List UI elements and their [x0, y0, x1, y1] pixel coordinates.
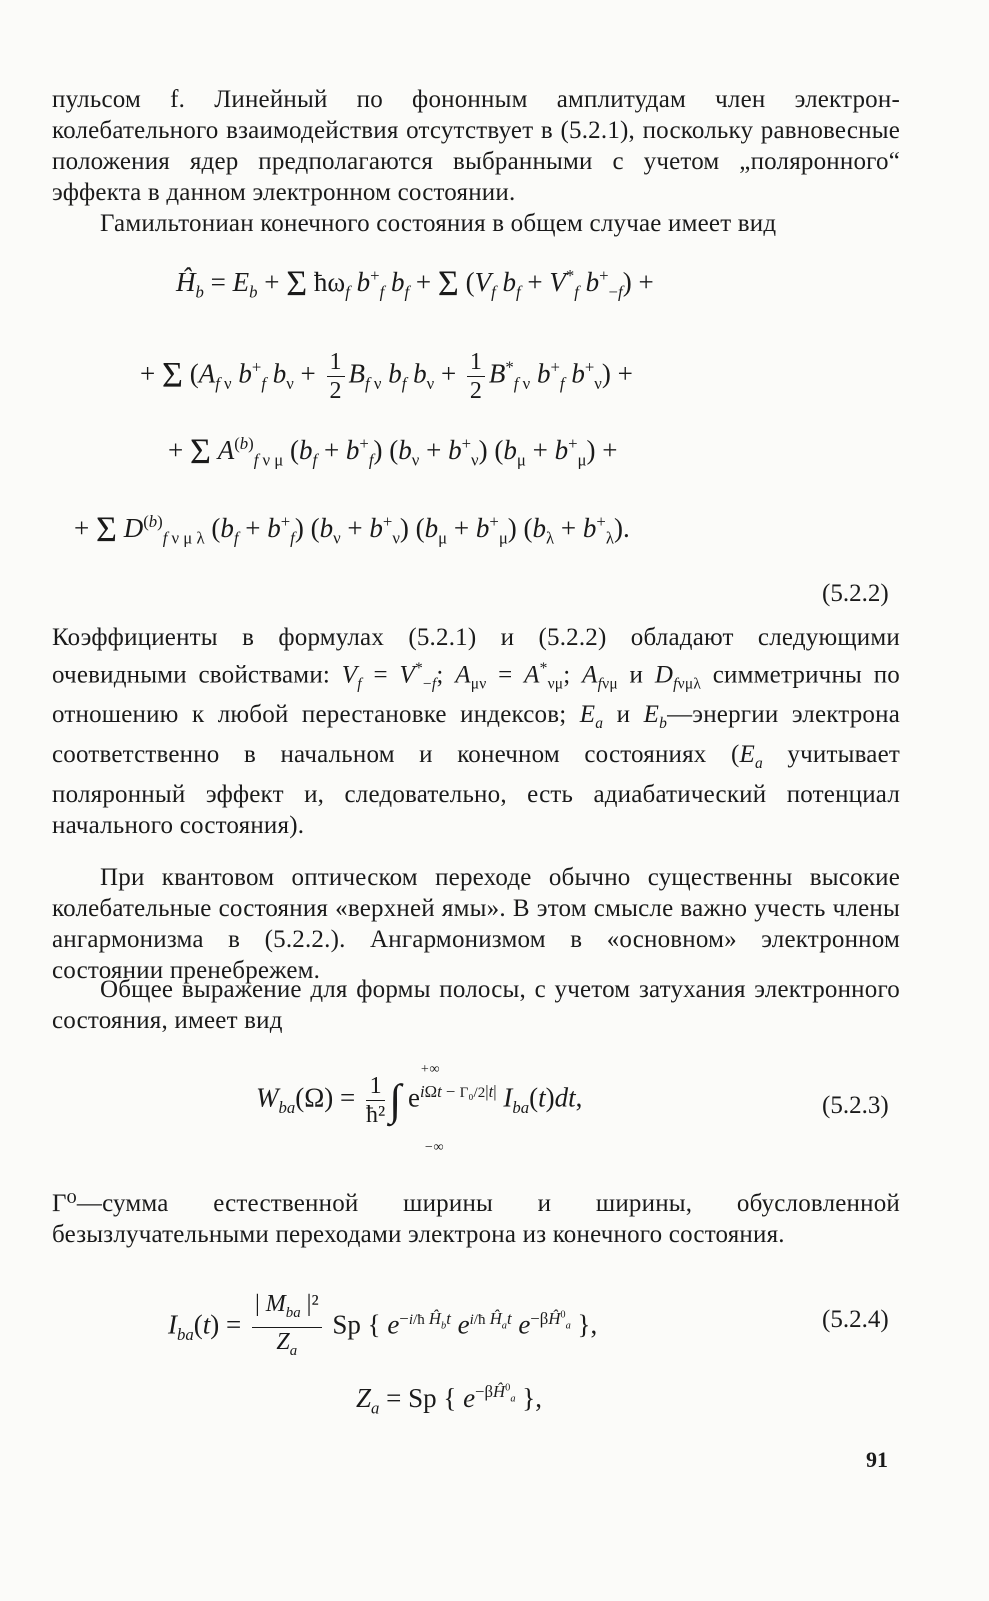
- paragraph-1: пульсом f. Линейный по фононным амплитудам член электрон-колебательного взаимодействия отсутствует в (5.2.1), поскольку равновесные положения ядер предполагаются выбранными с учетом „поляронного“ эффекта в данном электронном состоянии.: [52, 86, 900, 206]
- page-number: 91: [866, 1447, 888, 1472]
- paragraph-6: Γ⁰—сумма естественной ширины и ширины, обусловленной безызлучательными переходами электрона из конечного состояния.: [52, 1190, 900, 1248]
- equation-number-5-2-2: (5.2.2): [822, 580, 889, 607]
- equation-5-2-2-line-4: + Σ $D^{(b)}_{f \nu \mu \lambda}$ $(b_f + b^+_f) (b_\nu + b^+_\nu) (b_\mu + b^+_\mu) (b_\lambda + b^+_\lambda)$.: [74, 509, 630, 549]
- equation-number-5-2-4: (5.2.4): [822, 1306, 889, 1333]
- equation-5-2-2-line-3: + Σ $A^{(b)}_{f \nu \mu}$ $(b_f + b^+_f) (b_\nu + b^+_\nu) (b_\mu + b^+_\mu)$ +: [168, 431, 618, 471]
- paragraph-4: При квантовом оптическом переходе обычно существенны высокие колебательные состояния «верхней ямы». В этом смысле важно учесть члены ангармонизма в (5.2.2.). Ангармонизмом в «основном» электронном состоянии пренебрежем.: [52, 864, 900, 984]
- paragraph-5: Общее выражение для формы полосы, с учетом затухания электронного состояния, имеет вид: [52, 976, 900, 1034]
- integral-upper-limit: +∞: [420, 1062, 440, 1077]
- paragraph-3: Коэффициенты в формулах (5.2.1) и (5.2.2) обладают следующими очевидными свойствами: $V_f = V^*_{-f}$; $A_{\mu\nu} = A^*_{\nu\mu}$; $A_{f\nu\mu}$ и $D_{f\nu\mu\lambda}$ симметричны по отношению к любой перестановке индексов; $E_a$ и $E_b—энергии$ электрона соответственно в начальном и конечном состояниях ($E_a$ учитывает поляронный эффект и, следовательно, есть адиабатический потенциал начального состояния).: [52, 624, 901, 840]
- equation-za: $Z_a = Sp$ { $e^{-\beta Ĥ^0_a}$ },: [356, 1382, 542, 1418]
- paragraph-2: Гамильтониан конечного состояния в общем случае имеет вид: [100, 210, 777, 237]
- equation-number-5-2-3: (5.2.3): [822, 1092, 889, 1119]
- integral-lower-limit: −∞: [424, 1140, 444, 1155]
- equation-5-2-2-line-1: $Ĥ_b = E_b + \Sigma$ $ħ\omega_f$ $b^+_f$ $b_f + \Sigma$ ($V_f$ $b_f + V^*_f$ $b^+_{-f}$) +: [176, 263, 654, 303]
- equation-5-2-2-line-2: + Σ ($A_{f \nu}$ $b^+_f$ $b_\nu$ + $\frac{1}{2}$ $B_{f \nu}$ $b_f$ $b_\nu$ + $\frac{1}{2}$ $B^*_{f \nu}$ $b^+_f$ $b^+_\nu$) +: [140, 349, 633, 404]
- equation-5-2-4-body: $I_{ba}(t)$ = $\frac{| M_{ba} |^2}{Z_a}$ Sp { $e^{-i/ħ Ĥ_bt}$ $e^{i/ħ Ĥ_at}$ $e^{-\beta Ĥ^0_a}$ },: [168, 1291, 598, 1359]
- equation-5-2-3-body: $W_{ba}(\Omega)$ = $\frac{1}{\text{ħ²}}$ ∫ $e^{i\Omega t - \Gamma_0/2|t|}$ $I_{ba}(t)dt$,: [256, 1073, 583, 1128]
